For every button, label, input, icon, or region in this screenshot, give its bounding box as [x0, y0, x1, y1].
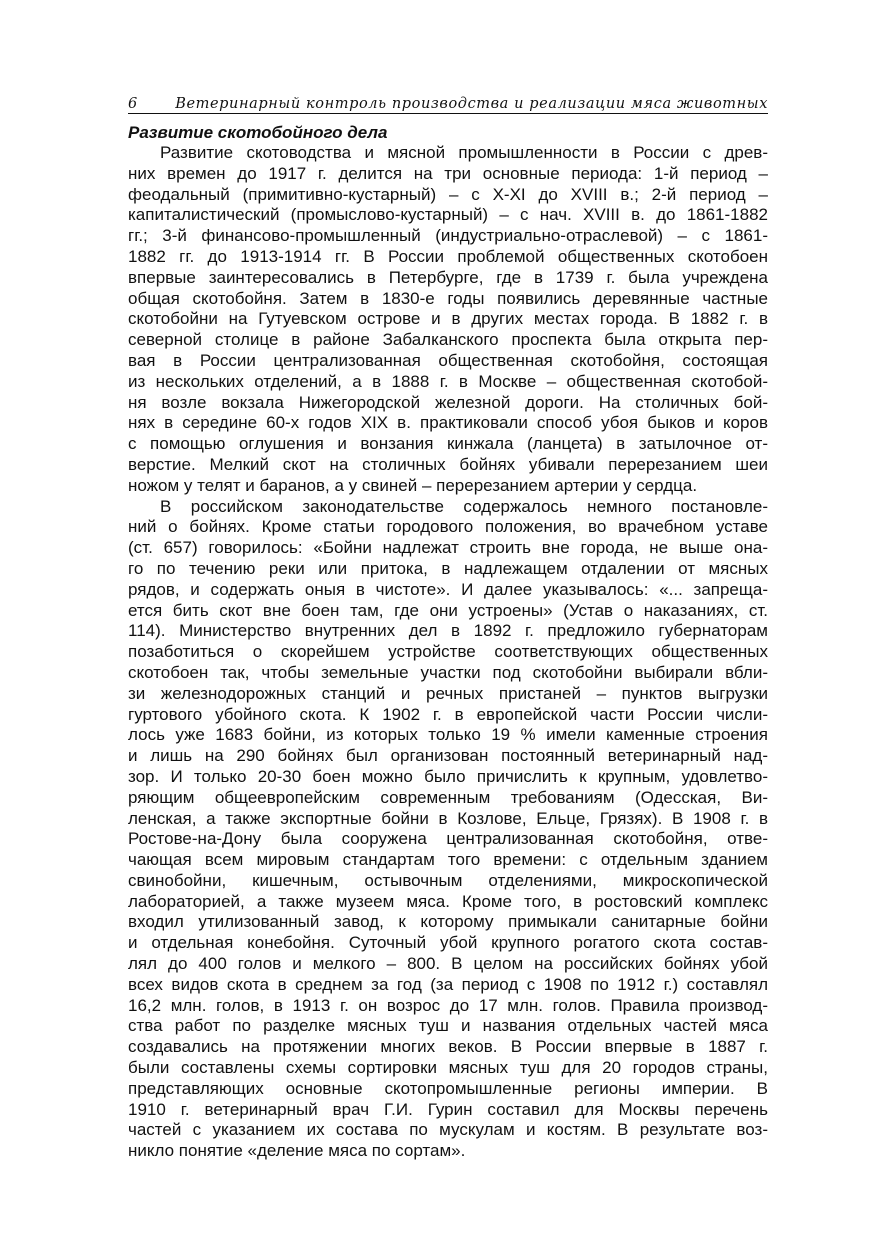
- text-line: с помощью оглушения и вонзания кинжала (ланцета) в затылочное от-: [128, 434, 768, 454]
- text-line: представляющих основные скотопромышленные регионы империи. В: [128, 1078, 768, 1098]
- text-line: ленская, а также экспортные бойни в Козлове, Ельце, Грязях). В 1908 г. в: [128, 808, 768, 828]
- text-line: скотобойни на Гутуевском острове и в других местах города. В 1882 г. в: [128, 309, 768, 329]
- text-line: 1882 гг. до 1913-1914 гг. В России проблемой общественных скотобоен: [128, 246, 768, 266]
- section-title: Развитие скотобойного дела: [128, 123, 388, 142]
- text-line: из нескольких отделений, а в 1888 г. в Москве – общественная скотобой-: [128, 371, 768, 391]
- text-line: позаботиться о скорейшем устройстве соответствующих общественных: [128, 642, 768, 662]
- text-line: всех видов скота в среднем за год (за период с 1908 по 1912 г.) составлял: [128, 974, 768, 994]
- text-line: 1910 г. ветеринарный врач Г.И. Гурин составил для Москвы перечень: [128, 1099, 768, 1119]
- text-line: нях в середине 60-х годов XIX в. практиковали способ убоя быков и коров: [128, 413, 768, 433]
- text-line: зор. И только 20-30 боен можно было причислить к крупным, удовлетво-: [128, 766, 768, 786]
- text-line: общая скотобойня. Затем в 1830-е годы появились деревянные частные: [128, 288, 768, 308]
- running-header: [128, 96, 768, 114]
- text-line: ня возле вокзала Нижегородской железной дороги. На столичных бой-: [128, 392, 768, 412]
- text-line: ний о бойнях. Кроме статьи городового положения, во врачебном уставе: [128, 517, 768, 537]
- text-line: лабораторией, а также музеем мяса. Кроме того, в ростовский комплекс: [128, 891, 768, 911]
- text-line: В российском законодательстве содержалось немного постановле-: [160, 496, 768, 516]
- text-line: чающая всем мировым стандартам того времени: с отдельным зданием: [128, 850, 768, 870]
- text-line: 16,2 млн. голов, в 1913 г. он возрос до 17 млн. голов. Правила производ-: [128, 995, 768, 1015]
- text-line: го по течению реки или притока, в надлежащем отдалении от мясных: [128, 558, 768, 578]
- text-line: ется бить скот вне боен там, где они устроены» (Устав о наказаниях, ст.: [128, 600, 768, 620]
- text-line: (ст. 657) говорилось: «Бойни надлежат строить вне города, не выше она-: [128, 538, 768, 558]
- body-text: [128, 143, 768, 1162]
- text-line: Развитие скотоводства и мясной промышленности в России с древ-: [160, 143, 768, 162]
- text-line: северной столице в районе Забалканского проспекта была открыта пер-: [128, 330, 768, 350]
- paragraph: [128, 497, 768, 1163]
- text-line: лось уже 1683 бойни, из которых только 19 % имели каменные строения: [128, 725, 768, 745]
- page-number: 6: [128, 96, 138, 112]
- text-line: рядов, и содержать оныя в чистоте». И далее указывалось: «... запреща-: [128, 579, 768, 599]
- text-line: входил утилизованный завод, к которому примыкали санитарные бойни: [128, 912, 768, 932]
- text-line: Ростове-на-Дону была сооружена централизованная скотобойня, отве-: [128, 829, 768, 849]
- text-line: ножом у телят и баранов, а у свиней – перерезанием артерии у сердца.: [128, 475, 698, 495]
- text-line: ства работ по разделке мясных туш и названия отдельных частей мяса: [128, 1016, 768, 1036]
- text-line: вая в России централизованная общественная скотобойня, состоящая: [128, 350, 768, 370]
- text-line: 114). Министерство внутренних дел в 1892 г. предложило губернаторам: [128, 621, 768, 641]
- text-line: зи железнодорожных станций и речных пристаней – пунктов выгрузки: [128, 683, 768, 703]
- text-line: никло понятие «деление мяса по сортам».: [128, 1141, 466, 1161]
- running-title: Ветеринарный контроль производства и реализации мяса животных: [175, 96, 768, 112]
- text-line: ряющим общеевропейским современным требованиям (Одесская, Ви-: [128, 787, 768, 807]
- document-page: [128, 96, 768, 1162]
- paragraph: [128, 143, 768, 497]
- text-line: впервые заинтересовались в Петербурге, где в 1739 г. была учреждена: [128, 267, 768, 287]
- text-line: гг.; 3-й финансово-промышленный (индустриально-отраслевой) – с 1861-: [128, 226, 768, 246]
- text-line: свинобойни, кишечным, остывочным отделениями, микроскопической: [128, 870, 768, 890]
- text-line: частей с указанием их состава по мускулам и костям. В результате воз-: [128, 1120, 768, 1140]
- text-line: были составлены схемы сортировки мясных туш для 20 городов страны,: [128, 1058, 768, 1078]
- text-line: них времен до 1917 г. делится на три основные периода: 1-й период –: [128, 163, 768, 183]
- text-line: феодальный (примитивно-кустарный) – с X-XI до XVIII в.; 2-й период –: [128, 184, 768, 204]
- text-line: и лишь на 290 бойнях был организован постоянный ветеринарный над-: [128, 746, 768, 766]
- text-line: капиталистический (промыслово-кустарный) – с нач. XVIII в. до 1861-1882: [128, 205, 768, 225]
- text-line: гуртового убойного скота. К 1902 г. в европейской части России числи-: [128, 704, 768, 724]
- text-line: и отдельная конебойня. Суточный убой крупного рогатого скота состав-: [128, 933, 768, 953]
- text-line: создавались на протяжении многих веков. В России впервые в 1887 г.: [128, 1037, 768, 1057]
- text-line: верстие. Мелкий скот на столичных бойнях убивали перерезанием шеи: [128, 454, 768, 474]
- text-line: скотобоен так, чтобы земельные участки под скотобойни выбирали вбли-: [128, 662, 768, 682]
- text-line: лял до 400 голов и мелкого – 800. В целом на российских бойнях убой: [128, 954, 768, 974]
